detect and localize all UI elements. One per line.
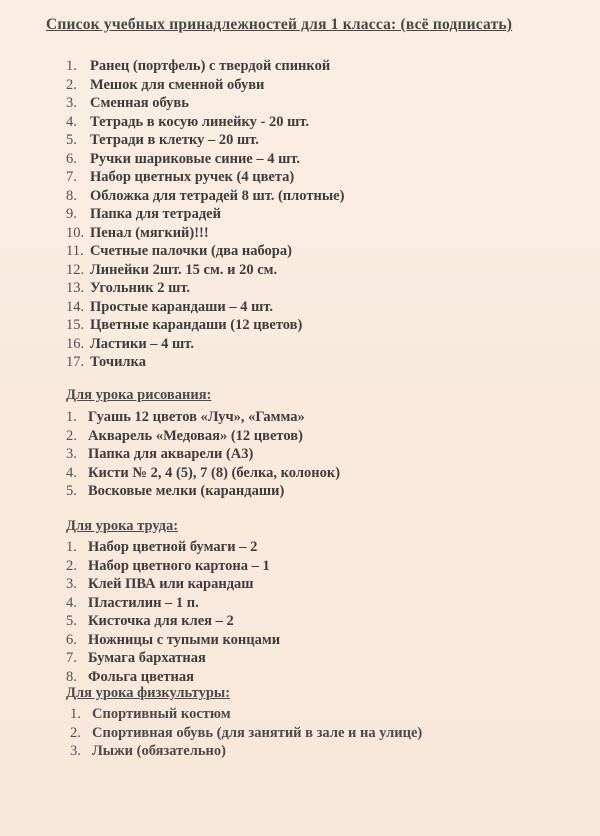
list-item-text: Пенал (мягкий)!!! [90,224,209,241]
list-item-text: Точилка [90,354,146,370]
list-item-text: Угольник 2 шт. [90,280,190,296]
list-item [66,335,344,354]
list-item-number: 2. [70,724,81,741]
list-item [66,131,344,150]
list-item [66,408,340,427]
list-item-text: Счетные палочки (два набора) [90,243,292,259]
list-item-text: Набор цветных ручек (4 цвета) [90,169,295,185]
pe-section-heading: Для урока физкультуры: [66,685,231,701]
list-item [70,742,422,761]
list-item-text: Простые карандаши – 4 шт. [90,298,274,315]
labor-supply-list [66,538,280,686]
main-supply-list [66,57,344,372]
list-item-number: 2. [66,557,77,574]
list-item [70,724,422,743]
list-item [66,557,280,576]
list-item [66,612,280,631]
list-item-number: 16. [66,335,85,352]
list-item-text: Кисточка для клея – 2 [88,613,234,629]
list-item-number: 10. [66,224,85,241]
list-item-text: Пластилин – 1 п. [88,594,199,611]
list-item-text: Фольга цветная [88,668,194,685]
list-item-text: Клей ПВА или карандаш [88,576,254,592]
list-item-number: 1. [66,58,77,74]
list-item-number: 8. [66,187,77,204]
list-item-text: Кисти № 2, 4 (5), 7 (8) (белка, колонок) [88,464,341,481]
list-item-number: 5. [66,483,77,499]
list-item-number: 4. [66,464,77,481]
list-item [66,150,344,169]
list-item [66,94,344,113]
list-item [66,224,344,243]
list-item-number: 13. [66,280,85,296]
list-item-text: Мешок для сменной обуви [90,76,265,93]
list-item-text: Обложка для тетрадей 8 шт. (плотные) [90,187,345,204]
list-item-number: 6. [66,631,77,648]
drawing-supply-list [66,408,340,501]
labor-section-heading: Для урока труда: [66,518,179,534]
list-item [66,631,280,650]
list-item [66,316,344,335]
list-item [66,649,280,668]
list-item-number: 15. [66,317,85,333]
list-item-number: 6. [66,150,77,167]
list-item-text: Линейки 2шт. 15 см. и 20 см. [90,261,278,278]
list-item [66,668,280,687]
list-item [66,575,280,594]
list-item-number: 3. [70,743,81,759]
list-item-text: Набор цветного картона – 1 [88,557,270,574]
pe-supply-list [70,705,422,761]
list-item-text: Восковые мелки (карандаши) [88,483,285,499]
list-item [70,705,422,724]
list-item [66,205,344,224]
list-item-number: 1. [70,706,81,722]
list-item [66,427,340,446]
list-item [66,538,280,557]
list-item-text: Спортивная обувь (для занятий в зале и на улице) [92,724,423,741]
list-item-number: 14. [66,298,85,315]
list-item-number: 8. [66,668,77,685]
list-item-number: 3. [66,446,77,462]
list-item-number: 9. [66,206,77,222]
list-item [66,594,280,613]
list-item-text: Тетрадь в косую линейку - 20 шт. [90,113,310,130]
list-item-number: 7. [66,169,77,185]
list-item-number: 1. [66,409,77,425]
list-item-text: Ранец (портфель) с твердой спинкой [90,58,331,74]
document-title: Список учебных принадлежностей для 1 класса: (всё подписать) [46,16,513,33]
list-item-text: Сменная обувь [90,95,189,111]
list-item-text: Ножницы с тупыми концами [88,631,281,648]
list-item [66,279,344,298]
list-item [66,445,340,464]
list-item-text: Ручки шариковые синие – 4 шт. [90,150,301,167]
list-item [66,168,344,187]
drawing-section-heading: Для урока рисования: [66,387,212,403]
list-item [66,76,344,95]
list-item-number: 11. [66,243,84,259]
list-item [66,242,344,261]
list-item-text: Набор цветной бумаги – 2 [88,539,258,555]
list-item-text: Папка для акварели (А3) [88,446,254,462]
list-item-number: 17. [66,354,85,370]
list-item-text: Гуашь 12 цветов «Луч», «Гамма» [88,409,305,425]
list-item-text: Тетради в клетку – 20 шт. [90,132,259,148]
list-item-number: 3. [66,576,77,592]
list-item-text: Бумага бархатная [88,650,206,666]
list-item [66,187,344,206]
list-item-number: 5. [66,132,77,148]
list-item [66,57,344,76]
list-item-number: 12. [66,261,85,278]
list-item-number: 2. [66,76,77,93]
list-item-number: 4. [66,113,77,130]
list-item-number: 1. [66,539,77,555]
list-item [66,113,344,132]
list-item [66,464,340,483]
list-item-text: Лыжи (обязательно) [92,743,226,759]
list-item-text: Папка для тетрадей [90,206,221,222]
list-item-text: Ластики – 4 шт. [90,335,194,352]
list-item [66,353,344,372]
list-item [66,298,344,317]
list-item [66,482,340,501]
list-item-number: 4. [66,594,77,611]
list-item-number: 5. [66,613,77,629]
list-item-number: 7. [66,650,77,666]
list-item-text: Спортивный костюм [92,706,231,722]
list-item-number: 3. [66,95,77,111]
list-item-text: Цветные карандаши (12 цветов) [90,317,303,333]
list-item-text: Акварель «Медовая» (12 цветов) [88,427,303,444]
list-item [66,261,344,280]
list-item-number: 2. [66,427,77,444]
